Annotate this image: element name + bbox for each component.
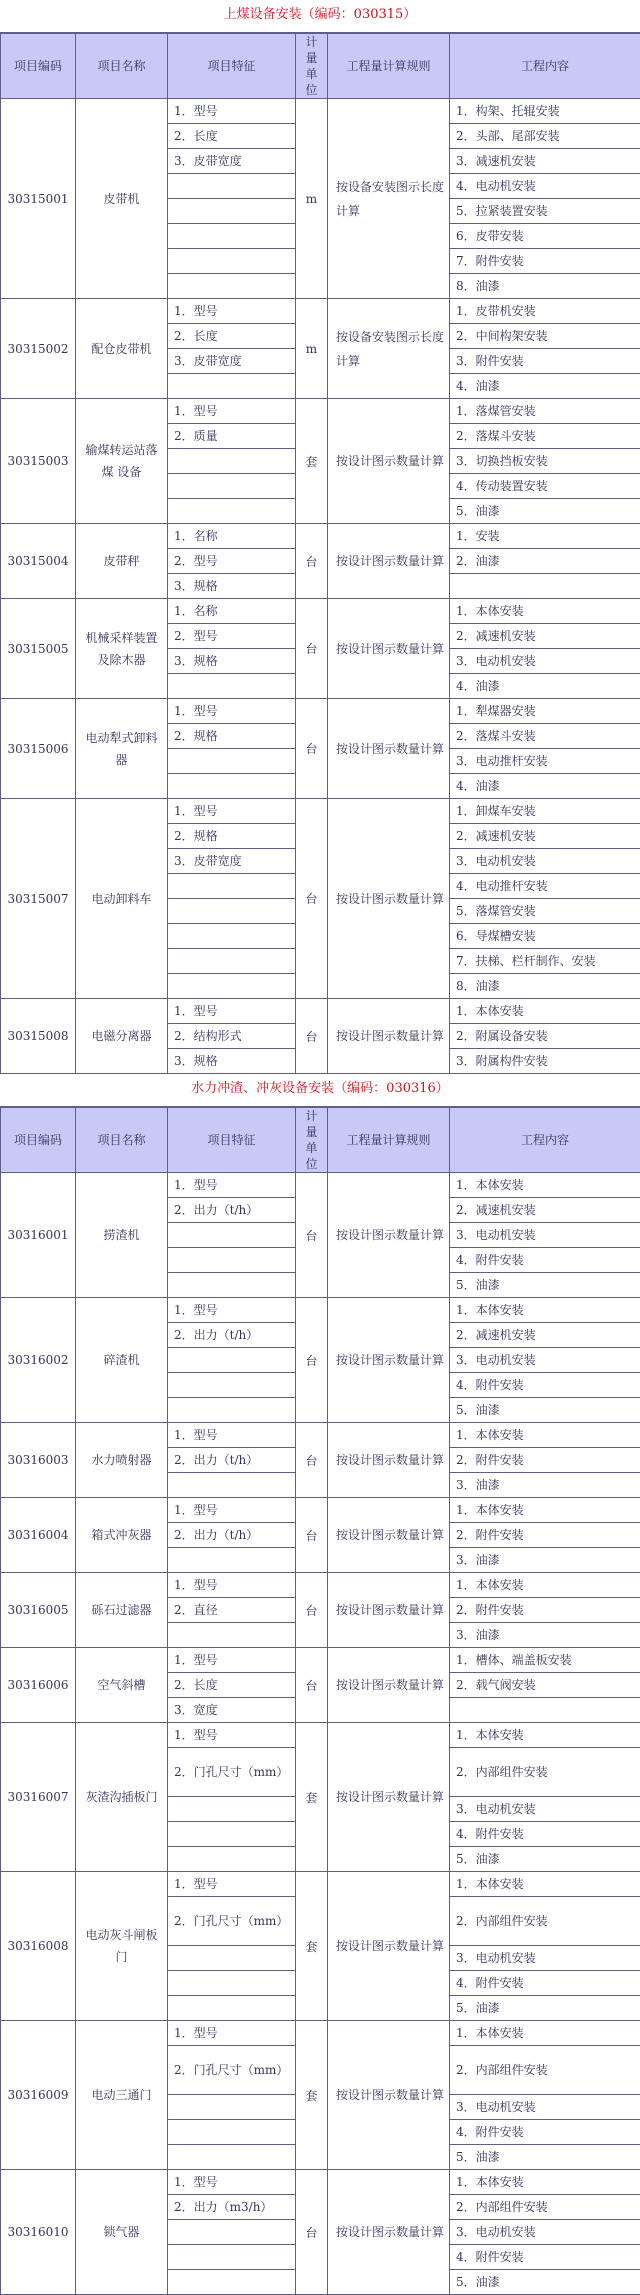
feature-cell: 2．规格 — [168, 724, 296, 749]
unit: 套 — [296, 1723, 328, 1872]
work-content-cell: 2．附件安装 — [450, 1598, 640, 1623]
calc-rule: 按设计图示数量计算 — [328, 524, 450, 599]
work-content-cell: 4．附件安装 — [450, 1822, 640, 1847]
item-name: 电动卸料车 — [76, 799, 168, 999]
work-content-cell: 5．油漆 — [450, 1996, 640, 2021]
calc-rule: 按设备安装图示长度计算 — [328, 99, 450, 299]
feature-cell: 1．型号 — [168, 99, 296, 124]
item-code: 30315007 — [1, 799, 76, 999]
table-row — [1, 1298, 640, 1323]
feature-cell: 1．型号 — [168, 1872, 296, 1897]
work-content-cell: 2．落煤斗安装 — [450, 424, 640, 449]
work-content-cell: 4．油漆 — [450, 374, 640, 399]
column-header: 工程内容 — [450, 1108, 640, 1173]
section-title: 上煤设备安装（编码：030315） — [0, 0, 640, 33]
work-content-cell: 2．减速机安装 — [450, 624, 640, 649]
feature-cell: 3．皮带宽度 — [168, 149, 296, 174]
item-code: 30316004 — [1, 1498, 76, 1573]
work-content-cell: 3．减速机安装 — [450, 149, 640, 174]
feature-cell: 1．型号 — [168, 2021, 296, 2046]
work-content-cell: 5．油漆 — [450, 499, 640, 524]
work-content-cell: 5．落煤管安装 — [450, 899, 640, 924]
feature-cell: 3．皮带宽度 — [168, 849, 296, 874]
feature-cell — [168, 974, 296, 999]
feature-cell: 1．型号 — [168, 1423, 296, 1448]
spec-table — [0, 33, 640, 1074]
feature-cell — [168, 1847, 296, 1872]
work-content-cell: 3．附件安装 — [450, 349, 640, 374]
work-content-cell: 2．附件安装 — [450, 1523, 640, 1548]
unit: m — [296, 99, 328, 299]
work-content-cell: 1．落煤管安装 — [450, 399, 640, 424]
column-header: 工程内容 — [450, 34, 640, 99]
item-code: 30316002 — [1, 1298, 76, 1423]
column-header: 工程量计算规则 — [328, 1108, 450, 1173]
work-content-cell: 1．本体安装 — [450, 1423, 640, 1448]
feature-cell: 1．型号 — [168, 1298, 296, 1323]
table-row — [1, 699, 640, 724]
calc-rule: 按设计图示数量计算 — [328, 999, 450, 1074]
feature-cell: 2．型号 — [168, 549, 296, 574]
feature-cell — [168, 199, 296, 224]
feature-cell — [168, 1797, 296, 1822]
item-code: 30315008 — [1, 999, 76, 1074]
feature-cell: 2．长度 — [168, 1673, 296, 1698]
calc-rule: 按设计图示数量计算 — [328, 599, 450, 699]
calc-rule: 按设备安装图示长度计算 — [328, 299, 450, 399]
calc-rule: 按设计图示数量计算 — [328, 1872, 450, 2021]
calc-rule: 按设计图示数量计算 — [328, 1723, 450, 1872]
work-content-cell: 1．本体安装 — [450, 1723, 640, 1748]
feature-cell: 3．规格 — [168, 1049, 296, 1074]
work-content-cell: 3．电动机安装 — [450, 1797, 640, 1822]
work-content-cell: 4．附件安装 — [450, 1248, 640, 1273]
work-content-cell: 4．附件安装 — [450, 2120, 640, 2145]
feature-cell — [168, 1623, 296, 1648]
feature-cell — [168, 899, 296, 924]
work-content-cell: 4．电动推杆安装 — [450, 874, 640, 899]
item-code: 30316006 — [1, 1648, 76, 1723]
feature-cell: 1．型号 — [168, 699, 296, 724]
column-header: 项目名称 — [76, 34, 168, 99]
work-content-cell — [450, 574, 640, 599]
work-content-cell: 2．减速机安装 — [450, 824, 640, 849]
column-header: 项目名称 — [76, 1108, 168, 1173]
work-content-cell: 3．电动推杆安装 — [450, 749, 640, 774]
feature-cell: 2．型号 — [168, 624, 296, 649]
item-code: 30316007 — [1, 1723, 76, 1872]
table-row — [1, 999, 640, 1024]
feature-cell — [168, 2145, 296, 2170]
feature-cell: 3．皮带宽度 — [168, 349, 296, 374]
work-content-cell: 3．电动机安装 — [450, 2220, 640, 2245]
feature-cell — [168, 1971, 296, 1996]
feature-cell: 2．门孔尺寸（mm） — [168, 2046, 296, 2095]
item-name: 皮带机 — [76, 99, 168, 299]
feature-cell — [168, 1398, 296, 1423]
item-code: 30316001 — [1, 1173, 76, 1298]
feature-cell — [168, 1822, 296, 1847]
table-row — [1, 799, 640, 824]
feature-cell — [168, 774, 296, 799]
unit: 套 — [296, 1872, 328, 2021]
unit: 台 — [296, 524, 328, 599]
unit: 台 — [296, 599, 328, 699]
table-row — [1, 399, 640, 424]
feature-cell: 1．型号 — [168, 2170, 296, 2195]
work-content-cell: 8．油漆 — [450, 274, 640, 299]
work-content-cell: 2．附属设备安装 — [450, 1024, 640, 1049]
column-header: 项目特征 — [168, 1108, 296, 1173]
feature-cell: 2．出力（t/h） — [168, 1448, 296, 1473]
work-content-cell: 8．油漆 — [450, 974, 640, 999]
calc-rule: 按设计图示数量计算 — [328, 1173, 450, 1298]
table-row — [1, 599, 640, 624]
work-content-cell: 4．附件安装 — [450, 1373, 640, 1398]
feature-cell: 2．质量 — [168, 424, 296, 449]
feature-cell: 2．长度 — [168, 324, 296, 349]
work-content-cell: 2．油漆 — [450, 549, 640, 574]
calc-rule: 按设计图示数量计算 — [328, 2170, 450, 2295]
unit: 套 — [296, 2021, 328, 2170]
feature-cell — [168, 749, 296, 774]
feature-cell: 1．型号 — [168, 999, 296, 1024]
work-content-cell: 3．油漆 — [450, 1548, 640, 1573]
feature-cell: 1．型号 — [168, 1573, 296, 1598]
unit: 台 — [296, 1173, 328, 1298]
work-content-cell: 2．头部、尾部安装 — [450, 124, 640, 149]
feature-cell — [168, 449, 296, 474]
work-content-cell: 1．构架、托辊安装 — [450, 99, 640, 124]
work-content-cell: 1．本体安装 — [450, 1173, 640, 1198]
feature-cell — [168, 1996, 296, 2021]
feature-cell: 2．规格 — [168, 824, 296, 849]
feature-cell: 1．型号 — [168, 1498, 296, 1523]
item-name: 电动犁式卸料器 — [76, 699, 168, 799]
feature-cell: 2．出力（t/h） — [168, 1323, 296, 1348]
column-header: 计量单位 — [296, 34, 328, 99]
feature-cell — [168, 1473, 296, 1498]
column-header: 项目特征 — [168, 34, 296, 99]
work-content-cell: 2．内部组件安装 — [450, 1897, 640, 1946]
item-name: 空气斜槽 — [76, 1648, 168, 1723]
work-content-cell: 3．切换挡板安装 — [450, 449, 640, 474]
work-content-cell: 6．皮带安装 — [450, 224, 640, 249]
item-code: 30316009 — [1, 2021, 76, 2170]
feature-cell: 2．长度 — [168, 124, 296, 149]
unit: 台 — [296, 799, 328, 999]
item-name: 机械采样装置及除木器 — [76, 599, 168, 699]
feature-cell: 2．门孔尺寸（mm） — [168, 1748, 296, 1797]
unit: 台 — [296, 999, 328, 1074]
unit: 台 — [296, 1573, 328, 1648]
work-content-cell: 1．本体安装 — [450, 999, 640, 1024]
feature-cell: 1．型号 — [168, 1173, 296, 1198]
item-code: 30315002 — [1, 299, 76, 399]
feature-cell — [168, 1273, 296, 1298]
item-name: 锁气器 — [76, 2170, 168, 2295]
work-content-cell: 2．中间构架安装 — [450, 324, 640, 349]
work-content-cell: 5．油漆 — [450, 2270, 640, 2295]
work-content-cell: 2．内部组件安装 — [450, 2046, 640, 2095]
work-content-cell: 3．油漆 — [450, 1623, 640, 1648]
table-row — [1, 1173, 640, 1198]
calc-rule: 按设计图示数量计算 — [328, 1573, 450, 1648]
work-content-cell: 1．卸煤车安装 — [450, 799, 640, 824]
item-name: 皮带秤 — [76, 524, 168, 599]
feature-cell: 1．型号 — [168, 299, 296, 324]
work-content-cell: 1．槽体、端盖板安装 — [450, 1648, 640, 1673]
column-header: 项目编码 — [1, 1108, 76, 1173]
feature-cell: 1．名称 — [168, 599, 296, 624]
item-name: 水力喷射器 — [76, 1423, 168, 1498]
calc-rule: 按设计图示数量计算 — [328, 399, 450, 524]
feature-cell — [168, 2220, 296, 2245]
calc-rule: 按设计图示数量计算 — [328, 1498, 450, 1573]
feature-cell: 1．型号 — [168, 1723, 296, 1748]
table-row — [1, 299, 640, 324]
item-code: 30316003 — [1, 1423, 76, 1498]
feature-cell — [168, 674, 296, 699]
work-content-cell: 4．附件安装 — [450, 1971, 640, 1996]
work-content-cell: 2．内部组件安装 — [450, 1748, 640, 1797]
calc-rule: 按设计图示数量计算 — [328, 799, 450, 999]
work-content-cell: 6．导煤槽安装 — [450, 924, 640, 949]
feature-cell — [168, 949, 296, 974]
item-name: 电磁分离器 — [76, 999, 168, 1074]
item-code: 30315005 — [1, 599, 76, 699]
work-content-cell — [450, 1698, 640, 1723]
feature-cell — [168, 2120, 296, 2145]
table-row — [1, 1423, 640, 1448]
column-header: 项目编码 — [1, 34, 76, 99]
feature-cell — [168, 1548, 296, 1573]
feature-cell — [168, 249, 296, 274]
unit: 台 — [296, 1498, 328, 1573]
work-content-cell: 7．附件安装 — [450, 249, 640, 274]
work-content-cell: 1．本体安装 — [450, 2021, 640, 2046]
item-name: 配仓皮带机 — [76, 299, 168, 399]
work-content-cell: 2．减速机安装 — [450, 1323, 640, 1348]
work-content-cell: 2．内部组件安装 — [450, 2195, 640, 2220]
work-content-cell: 1．本体安装 — [450, 599, 640, 624]
feature-cell — [168, 274, 296, 299]
feature-cell — [168, 1373, 296, 1398]
work-content-cell: 1．皮带机安装 — [450, 299, 640, 324]
feature-cell: 2．直径 — [168, 1598, 296, 1623]
feature-cell: 1．型号 — [168, 399, 296, 424]
item-name: 电动三通门 — [76, 2021, 168, 2170]
feature-cell — [168, 2245, 296, 2270]
work-content-cell: 2．载气阀安装 — [450, 1673, 640, 1698]
work-content-cell: 7．扶梯、栏杆制作、安装 — [450, 949, 640, 974]
unit: 台 — [296, 1298, 328, 1423]
work-content-cell: 1．本体安装 — [450, 1498, 640, 1523]
feature-cell — [168, 174, 296, 199]
unit: 台 — [296, 1423, 328, 1498]
work-content-cell: 5．油漆 — [450, 2145, 640, 2170]
item-code: 30316005 — [1, 1573, 76, 1648]
work-content-cell: 1．本体安装 — [450, 1298, 640, 1323]
table-row — [1, 2170, 640, 2195]
feature-cell: 2．结构形式 — [168, 1024, 296, 1049]
work-content-cell: 4．附件安装 — [450, 2245, 640, 2270]
calc-rule: 按设计图示数量计算 — [328, 1298, 450, 1423]
header-row — [1, 1108, 640, 1173]
work-content-cell: 1．安装 — [450, 524, 640, 549]
work-content-cell: 3．电动机安装 — [450, 849, 640, 874]
item-code: 30316008 — [1, 1872, 76, 2021]
table-row — [1, 1498, 640, 1523]
work-content-cell: 1．犁煤器安装 — [450, 699, 640, 724]
unit: 台 — [296, 1648, 328, 1723]
work-content-cell: 4．传动装置安装 — [450, 474, 640, 499]
table-row — [1, 1573, 640, 1598]
table-row — [1, 99, 640, 124]
table-row — [1, 1723, 640, 1748]
feature-cell — [168, 474, 296, 499]
table-row — [1, 2021, 640, 2046]
table-row — [1, 1648, 640, 1673]
work-content-cell: 2．落煤斗安装 — [450, 724, 640, 749]
work-content-cell: 3．电动机安装 — [450, 1348, 640, 1373]
item-name: 砾石过滤器 — [76, 1573, 168, 1648]
feature-cell — [168, 224, 296, 249]
unit: 套 — [296, 399, 328, 524]
feature-cell — [168, 1946, 296, 1971]
item-name: 电动灰斗闸板门 — [76, 1872, 168, 2021]
feature-cell: 2．出力（m3/h） — [168, 2195, 296, 2220]
feature-cell — [168, 1223, 296, 1248]
item-name: 箱式冲灰器 — [76, 1498, 168, 1573]
calc-rule: 按设计图示数量计算 — [328, 1423, 450, 1498]
feature-cell — [168, 1348, 296, 1373]
column-header: 计量单位 — [296, 1108, 328, 1173]
feature-cell — [168, 374, 296, 399]
item-code: 30316010 — [1, 2170, 76, 2295]
feature-cell: 1．型号 — [168, 1648, 296, 1673]
feature-cell: 2．门孔尺寸（mm） — [168, 1897, 296, 1946]
item-code: 30315006 — [1, 699, 76, 799]
unit: m — [296, 299, 328, 399]
work-content-cell: 3．油漆 — [450, 1473, 640, 1498]
feature-cell — [168, 924, 296, 949]
work-content-cell: 4．油漆 — [450, 674, 640, 699]
feature-cell: 1．型号 — [168, 799, 296, 824]
item-name: 碎渣机 — [76, 1298, 168, 1423]
work-content-cell: 1．本体安装 — [450, 1872, 640, 1897]
work-content-cell: 4．油漆 — [450, 774, 640, 799]
feature-cell — [168, 2095, 296, 2120]
feature-cell: 3．规格 — [168, 574, 296, 599]
work-content-cell: 4．电动机安装 — [450, 174, 640, 199]
unit: 台 — [296, 699, 328, 799]
feature-cell: 1．名称 — [168, 524, 296, 549]
work-content-cell: 5．油漆 — [450, 1273, 640, 1298]
item-code: 30315003 — [1, 399, 76, 524]
item-code: 30315004 — [1, 524, 76, 599]
item-name: 灰渣沟插板门 — [76, 1723, 168, 1872]
table-row — [1, 524, 640, 549]
item-code: 30315001 — [1, 99, 76, 299]
feature-cell — [168, 1248, 296, 1273]
work-content-cell: 3．电动机安装 — [450, 1946, 640, 1971]
work-content-cell: 3．电动机安装 — [450, 2095, 640, 2120]
header-row — [1, 34, 640, 99]
feature-cell: 2．出力（t/h） — [168, 1523, 296, 1548]
section-title: 水力冲渣、冲灰设备安装（编码：030316） — [0, 1074, 640, 1107]
feature-cell: 3．规格 — [168, 649, 296, 674]
work-content-cell: 3．电动机安装 — [450, 649, 640, 674]
spec-table — [0, 1107, 640, 2295]
work-content-cell: 5．油漆 — [450, 1847, 640, 1872]
calc-rule: 按设计图示数量计算 — [328, 699, 450, 799]
work-content-cell: 2．附件安装 — [450, 1448, 640, 1473]
unit: 台 — [296, 2170, 328, 2295]
work-content-cell: 5．拉紧装置安装 — [450, 199, 640, 224]
item-name: 输煤转运站落煤 设备 — [76, 399, 168, 524]
work-content-cell: 5．油漆 — [450, 1398, 640, 1423]
feature-cell — [168, 499, 296, 524]
work-content-cell: 1．本体安装 — [450, 1573, 640, 1598]
work-content-cell: 1．本体安装 — [450, 2170, 640, 2195]
item-name: 捞渣机 — [76, 1173, 168, 1298]
column-header: 工程量计算规则 — [328, 34, 450, 99]
feature-cell — [168, 874, 296, 899]
work-content-cell: 3．电动机安装 — [450, 1223, 640, 1248]
feature-cell: 2．出力（t/h） — [168, 1198, 296, 1223]
feature-cell: 3．宽度 — [168, 1698, 296, 1723]
calc-rule: 按设计图示数量计算 — [328, 2021, 450, 2170]
calc-rule: 按设计图示数量计算 — [328, 1648, 450, 1723]
work-content-cell: 2．减速机安装 — [450, 1198, 640, 1223]
feature-cell — [168, 2270, 296, 2295]
work-content-cell: 3．附属构件安装 — [450, 1049, 640, 1074]
table-row — [1, 1872, 640, 1897]
